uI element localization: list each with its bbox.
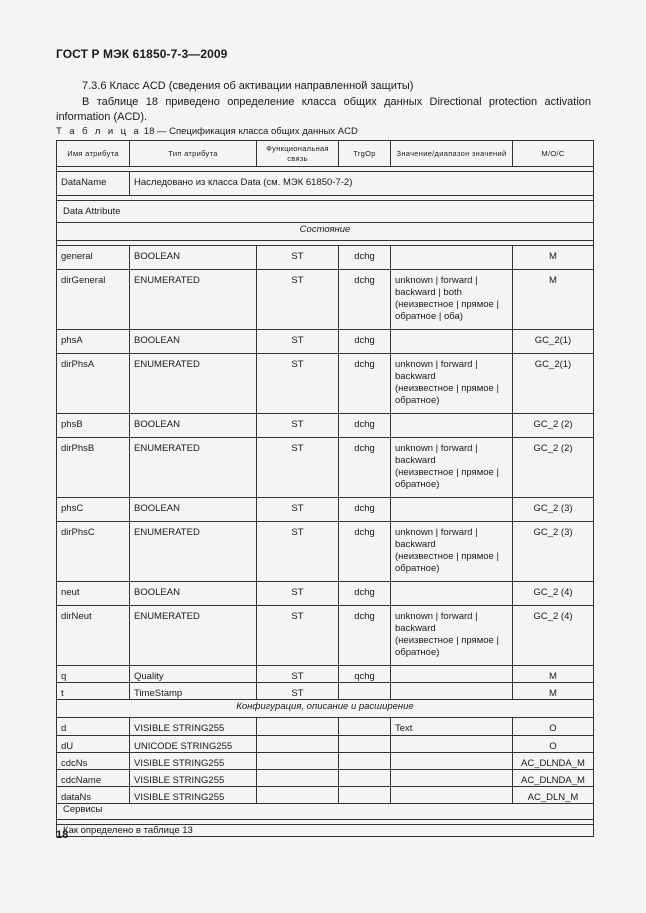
- moc-value: M: [513, 270, 594, 330]
- section-row: [57, 223, 594, 241]
- moc-value: AC_DLN_M: [513, 787, 594, 804]
- table-row: [57, 718, 594, 736]
- value-range: [391, 770, 513, 787]
- attribute-type: VISIBLE STRING255: [130, 753, 257, 770]
- trigger-option: dchg: [339, 330, 391, 354]
- attribute-name: general: [57, 246, 130, 270]
- functional-constraint: ST: [257, 582, 339, 606]
- services-row: [57, 804, 594, 820]
- value-line: обратное): [395, 563, 440, 574]
- functional-constraint: ST: [257, 354, 339, 414]
- value-line: backward: [395, 539, 436, 550]
- trigger-option: qchg: [339, 666, 391, 683]
- table-row: [57, 736, 594, 753]
- moc-value: GC_2(1): [513, 330, 594, 354]
- attribute-type: ENUMERATED: [130, 522, 257, 582]
- attribute-type: BOOLEAN: [130, 414, 257, 438]
- attribute-name: neut: [57, 582, 130, 606]
- functional-constraint: ST: [257, 438, 339, 498]
- functional-constraint: ST: [257, 606, 339, 666]
- table-row: [57, 666, 594, 683]
- value-range: [391, 438, 513, 498]
- attribute-type: BOOLEAN: [130, 246, 257, 270]
- value-line: (неизвестное | прямое |: [395, 551, 499, 562]
- moc-value: AC_DLNDA_M: [513, 770, 594, 787]
- value-range: [391, 606, 513, 666]
- column-header: Имя атрибута: [57, 141, 130, 167]
- table-row: [57, 582, 594, 606]
- table-row: [57, 270, 594, 330]
- attribute-type: VISIBLE STRING255: [130, 770, 257, 787]
- value-line: backward: [395, 371, 436, 382]
- moc-value: GC_2 (3): [513, 498, 594, 522]
- table-row: [57, 330, 594, 354]
- attribute-type: BOOLEAN: [130, 498, 257, 522]
- functional-constraint: [257, 736, 339, 753]
- functional-constraint: [257, 787, 339, 804]
- trigger-option: dchg: [339, 606, 391, 666]
- section-row: [57, 700, 594, 718]
- functional-constraint: [257, 770, 339, 787]
- functional-constraint: ST: [257, 683, 339, 700]
- trigger-option: dchg: [339, 270, 391, 330]
- moc-value: GC_2 (4): [513, 606, 594, 666]
- moc-value: GC_2 (2): [513, 414, 594, 438]
- document-header: ГОСТ Р МЭК 61850-7-3—2009: [56, 47, 228, 61]
- value-range: [391, 246, 513, 270]
- attribute-name: phsA: [57, 330, 130, 354]
- data-attribute-row: [57, 201, 594, 223]
- column-header: Значение/диапазон значений: [391, 141, 513, 167]
- attribute-type: TimeStamp: [130, 683, 257, 700]
- attribute-type: UNICODE STRING255: [130, 736, 257, 753]
- column-header: Тип атрибута: [130, 141, 257, 167]
- moc-value: GC_2 (4): [513, 582, 594, 606]
- trigger-option: dchg: [339, 582, 391, 606]
- value-range: [391, 270, 513, 330]
- attribute-name: dirNeut: [57, 606, 130, 666]
- table-row: [57, 787, 594, 804]
- value-range: [391, 666, 513, 683]
- trigger-option: [339, 718, 391, 736]
- functional-constraint: ST: [257, 414, 339, 438]
- functional-constraint: ST: [257, 522, 339, 582]
- moc-value: M: [513, 683, 594, 700]
- attribute-name: phsC: [57, 498, 130, 522]
- value-range: [391, 414, 513, 438]
- value-range: [391, 736, 513, 753]
- value-line: backward | both: [395, 287, 462, 298]
- functional-constraint: [257, 718, 339, 736]
- trigger-option: dchg: [339, 498, 391, 522]
- moc-value: GC_2 (2): [513, 438, 594, 498]
- attribute-name: dirPhsB: [57, 438, 130, 498]
- attribute-type: ENUMERATED: [130, 270, 257, 330]
- functional-constraint: [257, 753, 339, 770]
- caption-text: 18 — Спецификация класса общих данных ACD: [141, 126, 358, 137]
- intro-paragraph: В таблице 18 приведено определение класса общих данных Directional protection activation information (ACD).: [56, 96, 591, 123]
- value-line: (неизвестное | прямое |: [395, 635, 499, 646]
- functional-constraint: ST: [257, 330, 339, 354]
- table-row: [57, 438, 594, 498]
- value-range: [391, 522, 513, 582]
- value-line: обратное | оба): [395, 311, 463, 322]
- section-title: 7.3.6 Класс ACD (сведения об активации направленной защиты): [82, 80, 414, 92]
- section-label: Конфигурация, описание и расширение: [57, 700, 594, 718]
- value-line: (неизвестное | прямое |: [395, 467, 499, 478]
- inherit-text: Наследовано из класса Data (см. МЭК 61850-7-2): [130, 172, 594, 196]
- trigger-option: [339, 770, 391, 787]
- attribute-name: cdcName: [57, 770, 130, 787]
- table-row: [57, 354, 594, 414]
- trigger-option: [339, 683, 391, 700]
- attribute-type: VISIBLE STRING255: [130, 787, 257, 804]
- value-range: [391, 330, 513, 354]
- trigger-option: dchg: [339, 522, 391, 582]
- attribute-name: DataName: [57, 172, 130, 196]
- table-row: [57, 606, 594, 666]
- attribute-name: d: [57, 718, 130, 736]
- value-line: backward: [395, 623, 436, 634]
- moc-value: M: [513, 666, 594, 683]
- functional-constraint: ST: [257, 666, 339, 683]
- attribute-type: BOOLEAN: [130, 330, 257, 354]
- table-row: [57, 770, 594, 787]
- trigger-option: dchg: [339, 414, 391, 438]
- table-row: [57, 498, 594, 522]
- services-text: Как определено в таблице 13: [57, 825, 594, 837]
- attribute-name: dirPhsC: [57, 522, 130, 582]
- column-header: Функциональная связь: [257, 141, 339, 167]
- moc-value: AC_DLNDA_M: [513, 753, 594, 770]
- table-row: [57, 414, 594, 438]
- value-line: unknown | forward |: [395, 527, 478, 538]
- value-line: обратное): [395, 395, 440, 406]
- trigger-option: [339, 787, 391, 804]
- value-line: unknown | forward |: [395, 275, 478, 286]
- acd-spec-table: [56, 140, 594, 837]
- column-header: TrgOp: [339, 141, 391, 167]
- attribute-type: Quality: [130, 666, 257, 683]
- trigger-option: dchg: [339, 438, 391, 498]
- attribute-type: ENUMERATED: [130, 438, 257, 498]
- table-row: [57, 246, 594, 270]
- trigger-option: [339, 736, 391, 753]
- services-label: Сервисы: [57, 804, 594, 820]
- table-row: [57, 683, 594, 700]
- moc-value: GC_2(1): [513, 354, 594, 414]
- value-range: [391, 498, 513, 522]
- value-range: [391, 683, 513, 700]
- trigger-option: [339, 753, 391, 770]
- value-line: обратное): [395, 647, 440, 658]
- value-line: (неизвестное | прямое |: [395, 383, 499, 394]
- attribute-name: cdcNs: [57, 753, 130, 770]
- table-row: [57, 522, 594, 582]
- functional-constraint: ST: [257, 270, 339, 330]
- table-caption: [56, 126, 358, 137]
- value-line: unknown | forward |: [395, 611, 478, 622]
- attribute-name: q: [57, 666, 130, 683]
- attribute-name: dirGeneral: [57, 270, 130, 330]
- value-line: unknown | forward |: [395, 359, 478, 370]
- moc-value: O: [513, 718, 594, 736]
- value-line: unknown | forward |: [395, 443, 478, 454]
- trigger-option: dchg: [339, 246, 391, 270]
- functional-constraint: ST: [257, 246, 339, 270]
- value-range: [391, 718, 513, 736]
- value-line: Text: [395, 723, 413, 734]
- attribute-type: ENUMERATED: [130, 354, 257, 414]
- moc-value: M: [513, 246, 594, 270]
- attribute-name: phsB: [57, 414, 130, 438]
- attribute-type: ENUMERATED: [130, 606, 257, 666]
- attribute-name: dU: [57, 736, 130, 753]
- attribute-name: t: [57, 683, 130, 700]
- caption-prefix: Т а б л и ц а: [56, 126, 142, 137]
- attribute-type: VISIBLE STRING255: [130, 718, 257, 736]
- value-range: [391, 582, 513, 606]
- moc-value: O: [513, 736, 594, 753]
- value-line: (неизвестное | прямое |: [395, 299, 499, 310]
- trigger-option: dchg: [339, 354, 391, 414]
- section-label: Состояние: [57, 223, 594, 241]
- table-row: [57, 753, 594, 770]
- header-row: [57, 141, 594, 167]
- moc-value: GC_2 (3): [513, 522, 594, 582]
- value-range: [391, 787, 513, 804]
- value-range: [391, 354, 513, 414]
- services-text-row: [57, 825, 594, 837]
- data-attribute-label: Data Attribute: [57, 201, 594, 223]
- attribute-name: dirPhsA: [57, 354, 130, 414]
- value-line: backward: [395, 455, 436, 466]
- value-line: обратное): [395, 479, 440, 490]
- page-number: 18: [56, 829, 69, 841]
- inherit-row: [57, 172, 594, 196]
- value-range: [391, 753, 513, 770]
- attribute-type: BOOLEAN: [130, 582, 257, 606]
- column-header: M/O/C: [513, 141, 594, 167]
- functional-constraint: ST: [257, 498, 339, 522]
- attribute-name: dataNs: [57, 787, 130, 804]
